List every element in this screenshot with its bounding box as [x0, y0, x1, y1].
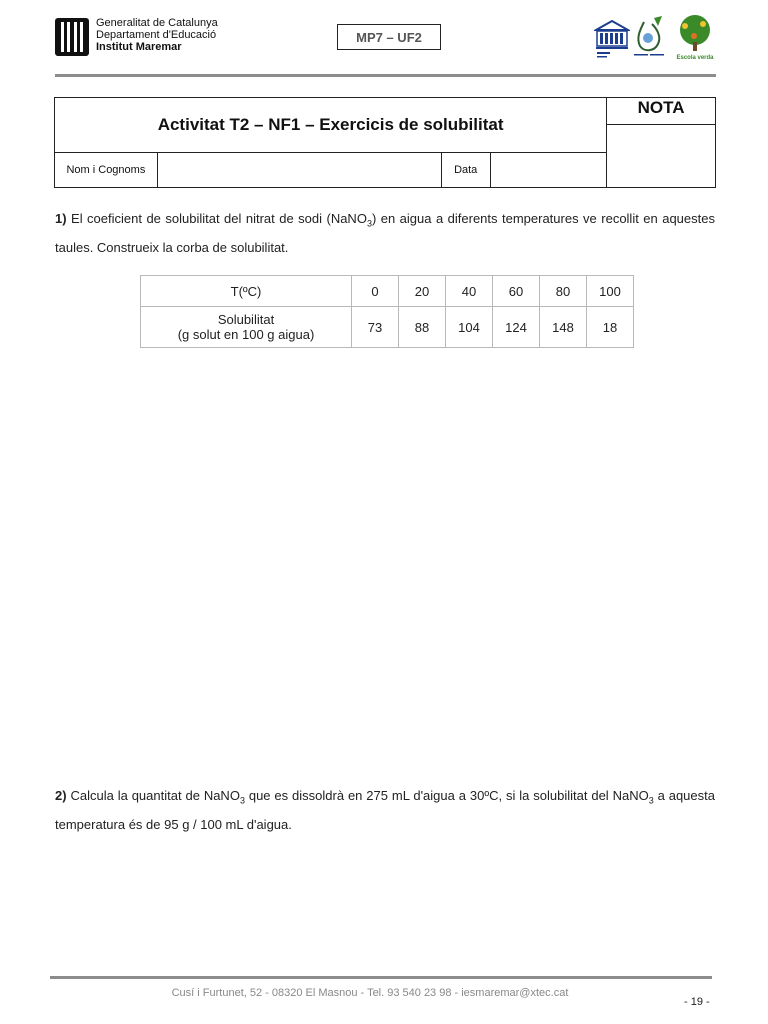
module-code-box — [337, 24, 441, 50]
question-2-subscript-1: 3 — [239, 795, 245, 806]
solubility-label — [141, 307, 352, 348]
org-line2: Departament d'Educació — [96, 29, 217, 41]
org-line3: Institut Maremar — [96, 41, 182, 53]
name-label: Nom i Cognoms — [66, 164, 146, 176]
solubility-cell: 18 — [587, 307, 634, 348]
nota-grade-field[interactable] — [607, 125, 716, 188]
solubility-cell: 124 — [493, 307, 540, 348]
temperature-cell: 40 — [446, 276, 493, 307]
solubility-table — [140, 275, 634, 348]
date-field[interactable] — [490, 153, 607, 188]
solubility-cell: 148 — [540, 307, 587, 348]
generalitat-logo-icon — [55, 18, 89, 56]
question-2-part1: Calcula la quantitat de NaNO — [66, 788, 240, 803]
hand-logo-icon — [632, 14, 666, 60]
question-2-part2: que es dissoldrà en 275 mL d'aigua a 30ºC, si la solubilitat del NaNO — [244, 788, 649, 803]
question-1-text-after: ) en aigua a diferents temperatures ve recollit en aquestes taules. Construeix la corba de solubilitat. — [55, 211, 715, 255]
escola-verda-tree-icon — [670, 12, 720, 52]
question-1-text-before: El coeficient de solubilitat del nitrat de sodi (NaNO — [66, 211, 367, 226]
nota-label: NOTA — [637, 98, 685, 117]
table-row-temperature — [141, 276, 634, 307]
temperature-label: T(ºC) — [141, 276, 352, 307]
activity-title — [55, 98, 607, 153]
escola-verda-caption: Escola verda — [676, 55, 714, 61]
name-label-cell — [55, 153, 158, 188]
question-2-subscript-2: 3 — [648, 795, 654, 806]
question-1 — [55, 207, 715, 259]
date-label: Data — [454, 164, 478, 176]
temperature-cell: 0 — [352, 276, 399, 307]
footer-address: Cusí i Furtunet, 52 - 08320 El Masnou - Tel. 93 540 23 98 - iesmaremar@xtec.cat — [171, 987, 569, 999]
page-number: - 19 - — [684, 996, 710, 1008]
footer-divider — [50, 976, 712, 979]
nota-label-cell — [607, 98, 716, 125]
institution-header — [96, 17, 218, 53]
solubility-cell: 104 — [446, 307, 493, 348]
temperature-cell: 100 — [587, 276, 634, 307]
solubility-cell: 88 — [399, 307, 446, 348]
temperature-cell: 80 — [540, 276, 587, 307]
escola-verda-logo — [670, 12, 720, 62]
table-row-solubility — [141, 307, 634, 348]
question-1-number: 1) — [55, 211, 67, 226]
title-box — [54, 97, 716, 188]
solubility-label-line1: Solubilitat — [217, 312, 275, 327]
solubility-label-line2: (g solut en 100 g aigua) — [177, 327, 315, 342]
solubility-cell: 73 — [352, 307, 399, 348]
header-divider — [55, 74, 716, 77]
question-2-number: 2) — [55, 788, 67, 803]
question-2 — [55, 784, 715, 836]
activity-title-text: Activitat T2 – NF1 – Exercicis de solubilitat — [157, 115, 504, 134]
module-code: MP7 – UF2 — [356, 29, 422, 45]
unesco-logo-icon — [594, 18, 630, 60]
temperature-cell: 20 — [399, 276, 446, 307]
name-field[interactable] — [157, 153, 441, 188]
org-line1: Generalitat de Catalunya — [96, 17, 218, 29]
question-1-subscript: 3 — [366, 218, 372, 229]
date-label-cell — [441, 153, 490, 188]
question-2-part3: a aquesta temperatura és de 95 g / 100 mL d'aigua. — [55, 788, 715, 832]
temperature-cell: 60 — [493, 276, 540, 307]
